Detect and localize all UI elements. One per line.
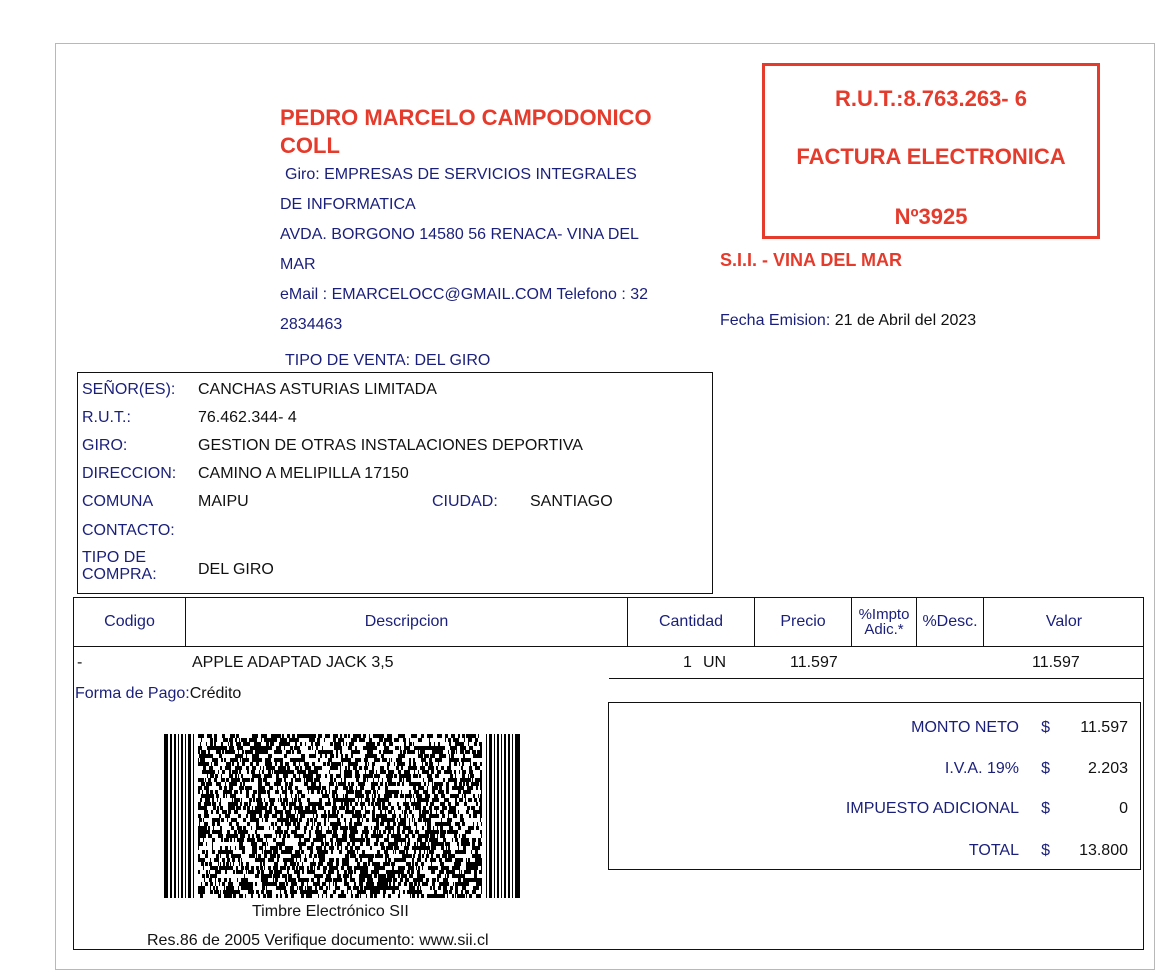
issuer-giro-continued: DE INFORMATICA xyxy=(280,196,416,213)
issuer-address-continued: MAR xyxy=(280,256,316,273)
total-net-currency: $ xyxy=(1041,719,1050,736)
issue-date xyxy=(720,312,976,330)
total-iva-currency: $ xyxy=(1041,760,1050,777)
row-description: APPLE ADAPTAD JACK 3,5 xyxy=(192,654,394,671)
sii-office: S.I.I. - VINA DEL MAR xyxy=(720,250,903,270)
issue-date-label: Fecha Emision: xyxy=(720,312,831,329)
issuer-sale-type: TIPO DE VENTA: DEL GIRO xyxy=(285,352,491,369)
total-net-value: 11.597 xyxy=(1080,719,1128,736)
issuer-contact-continued: 2834463 xyxy=(280,316,343,333)
issuer-contact: eMail : EMARCELOCC@GMAIL.COM Telefono : 32 xyxy=(280,286,649,303)
document-number: Nº3925 xyxy=(894,204,968,229)
total-additional-label: IMPUESTO ADICIONAL xyxy=(845,800,1019,817)
document-type: FACTURA ELECTRONICA xyxy=(796,144,1066,169)
header-price: Precio xyxy=(755,598,852,646)
total-label: TOTAL xyxy=(968,842,1019,859)
header-additional-tax xyxy=(852,598,917,646)
row-price: 11.597 xyxy=(790,654,838,671)
row-value: 11.597 xyxy=(1032,654,1080,671)
payment-method xyxy=(75,685,241,703)
header-discount: %Desc. xyxy=(917,598,984,646)
client-name: CANCHAS ASTURIAS LIMITADA xyxy=(198,381,437,398)
header-code: Codigo xyxy=(74,598,186,646)
client-purchase-label-line2: COMPRA: xyxy=(82,566,157,583)
issuer-name: PEDRO MARCELO CAMPODONICO xyxy=(280,105,652,130)
issuer-block xyxy=(280,104,720,369)
client-purchase-label xyxy=(82,549,157,583)
row-quantity: 1 xyxy=(683,654,692,671)
client-comuna: MAIPU xyxy=(198,493,249,510)
client-address-label: DIRECCION: xyxy=(82,465,177,482)
header-additional-tax-line1: %Impto xyxy=(858,606,910,623)
payment-value: Crédito xyxy=(189,685,242,702)
client-name-label: SEÑOR(ES): xyxy=(82,381,176,398)
issuer-address: AVDA. BORGONO 14580 56 RENACA- VINA DEL xyxy=(280,226,639,243)
issuer-name-continued: COLL xyxy=(280,133,340,158)
total-additional-currency: $ xyxy=(1041,800,1050,817)
client-comuna-label: COMUNA xyxy=(82,493,154,510)
header-quantity: Cantidad xyxy=(628,598,755,646)
document-id-box xyxy=(762,63,1100,239)
stamp-resolution: Res.86 de 2005 Verifique documento: www.sii.cl xyxy=(147,932,489,949)
payment-label: Forma de Pago: xyxy=(75,685,190,702)
row-unit: UN xyxy=(703,654,727,671)
header-divider xyxy=(74,646,1143,647)
client-giro-label: GIRO: xyxy=(82,437,128,454)
total-value: 13.800 xyxy=(1079,842,1128,859)
client-address: CAMINO A MELIPILLA 17150 xyxy=(198,465,409,482)
client-city-label: CIUDAD: xyxy=(432,493,498,510)
client-purchase-label-line1: TIPO DE xyxy=(82,549,147,566)
total-iva-label: I.V.A. 19% xyxy=(944,760,1019,777)
issuer-giro: Giro: EMPRESAS DE SERVICIOS INTEGRALES xyxy=(285,166,637,183)
issue-date-value: 21 de Abril del 2023 xyxy=(834,312,977,329)
total-net-label: MONTO NETO xyxy=(911,719,1019,736)
stamp-caption: Timbre Electrónico SII xyxy=(252,903,409,920)
client-city: SANTIAGO xyxy=(530,493,613,510)
total-iva-value: 2.203 xyxy=(1087,760,1128,777)
electronic-stamp-barcode xyxy=(164,734,520,898)
header-value: Valor xyxy=(1045,613,1083,630)
total-currency: $ xyxy=(1041,842,1050,859)
client-rut-label: R.U.T.: xyxy=(82,409,131,426)
client-purchase: DEL GIRO xyxy=(198,561,274,578)
header-additional-tax-line2: Adic.* xyxy=(864,621,904,638)
totals-box xyxy=(608,702,1141,870)
row-divider xyxy=(609,678,1143,679)
header-description: Descripcion xyxy=(186,598,628,646)
client-giro: GESTION DE OTRAS INSTALACIONES DEPORTIVA xyxy=(198,437,583,454)
total-additional-value: 0 xyxy=(1119,800,1128,817)
client-rut: 76.462.344- 4 xyxy=(198,409,297,426)
client-box xyxy=(77,372,713,594)
client-contact-label: CONTACTO: xyxy=(82,522,175,539)
document-rut: R.U.T.:8.763.263- 6 xyxy=(835,86,1027,111)
row-code: - xyxy=(77,654,83,671)
